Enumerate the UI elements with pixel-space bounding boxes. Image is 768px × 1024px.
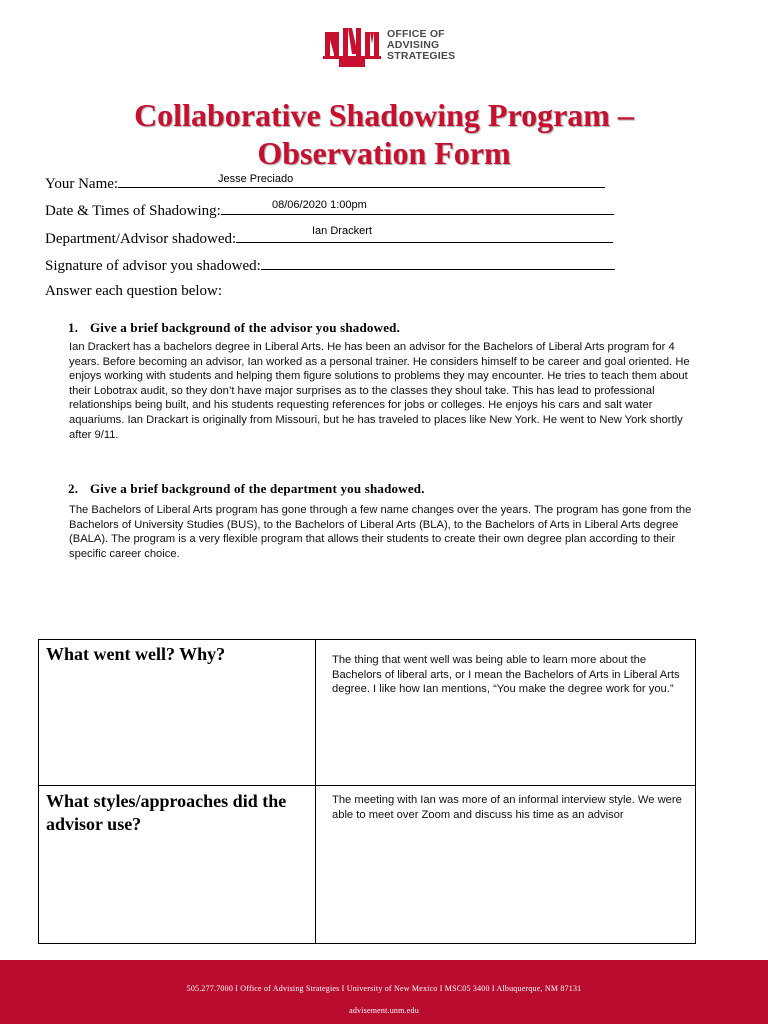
- logo-line: STRATEGIES: [387, 50, 456, 62]
- question-text: Give a brief background of the advisor you shadowed.: [90, 320, 401, 335]
- unm-logo: [323, 24, 463, 70]
- answer-2[interactable]: The Bachelors of Liberal Arts program has gone through a few name changes over the years. The program has gone from the Bachelors of University Studies (BUS), to the Bachelors of Liberal Arts (BLA), to the Bachelors of Arts in Liberal Arts degree (BALA). The program is a very flexible program that allows their students to create their own degree plan according to their specific career choice.: [69, 504, 692, 560]
- row-2-heading: What styles/approaches did the advisor use?: [46, 791, 287, 834]
- title-line-1: Collaborative Shadowing Program –: [134, 97, 634, 133]
- question-number: 2.: [68, 481, 79, 496]
- reflection-table: [38, 639, 696, 944]
- unm-logo-icon: [323, 26, 381, 68]
- footer-website-link[interactable]: advisement.unm.edu: [349, 1006, 419, 1015]
- answer-1[interactable]: Ian Drackert has a bachelors degree in Liberal Arts. He has been an advisor for the Bachelors of Liberal Arts program for 4 years. Before becoming an advisor, Ian worked as a personal trainer. He considers himself to be career and goal oriented. He enjoys working with students and helping them figure solutions to problems they may encounter. He tries to teach them about their Lobotrax audit, so they don’t have major surprises as to the classes they shoul take. This has lead to professional relationships being built, and his students requesting references for jobs or colleges. He enjoys his cars and salt water aquariums. Ian Drackart is originally from Missouri, but he has traveled to places like New York. He went to New York shortly after 9/11.: [69, 341, 690, 441]
- signature-field: [45, 256, 615, 275]
- row-2-response[interactable]: The meeting with Ian was more of an informal interview style. We were able to meet over Zoom and discuss his time as an advisor: [332, 794, 682, 821]
- instructions: Answer each question below:: [45, 283, 223, 299]
- footer-contact: 505.277.7000 I Office of Advising Strategies I University of New Mexico I MSC05 3400 I Albuquerque, NM 87131: [186, 984, 582, 993]
- logo-wordmark: [387, 29, 455, 62]
- name-value[interactable]: Jesse Preciado: [218, 173, 294, 185]
- date-value[interactable]: 08/06/2020 1:00pm: [272, 199, 367, 211]
- signature-label: Signature of advisor you shadowed:: [45, 258, 261, 274]
- name-label: Your Name:: [45, 176, 119, 192]
- question-number: 1.: [68, 320, 79, 335]
- page-title: [0, 96, 768, 172]
- name-field: [45, 174, 605, 193]
- logo-line: ADVISING: [387, 39, 440, 51]
- question-text: Give a brief background of the department you shadowed.: [90, 481, 425, 496]
- dept-value[interactable]: Ian Drackert: [312, 225, 372, 237]
- title-line-2: Observation Form: [257, 135, 511, 171]
- logo-line: OFFICE OF: [387, 28, 445, 40]
- dept-label: Department/Advisor shadowed:: [45, 231, 237, 247]
- question-2: [68, 481, 425, 497]
- footer-bar: [0, 960, 768, 1024]
- row-1-response[interactable]: The thing that went well was being able to learn more about the Bachelors of liberal arts, or I mean the Bachelors of Arts in Liberal Arts degree. I like how Ian mentions, “You make the degree work for you.”: [332, 654, 680, 696]
- row-1-heading: What went well? Why?: [46, 644, 226, 664]
- date-label: Date & Times of Shadowing:: [45, 203, 221, 219]
- question-1: [68, 320, 400, 336]
